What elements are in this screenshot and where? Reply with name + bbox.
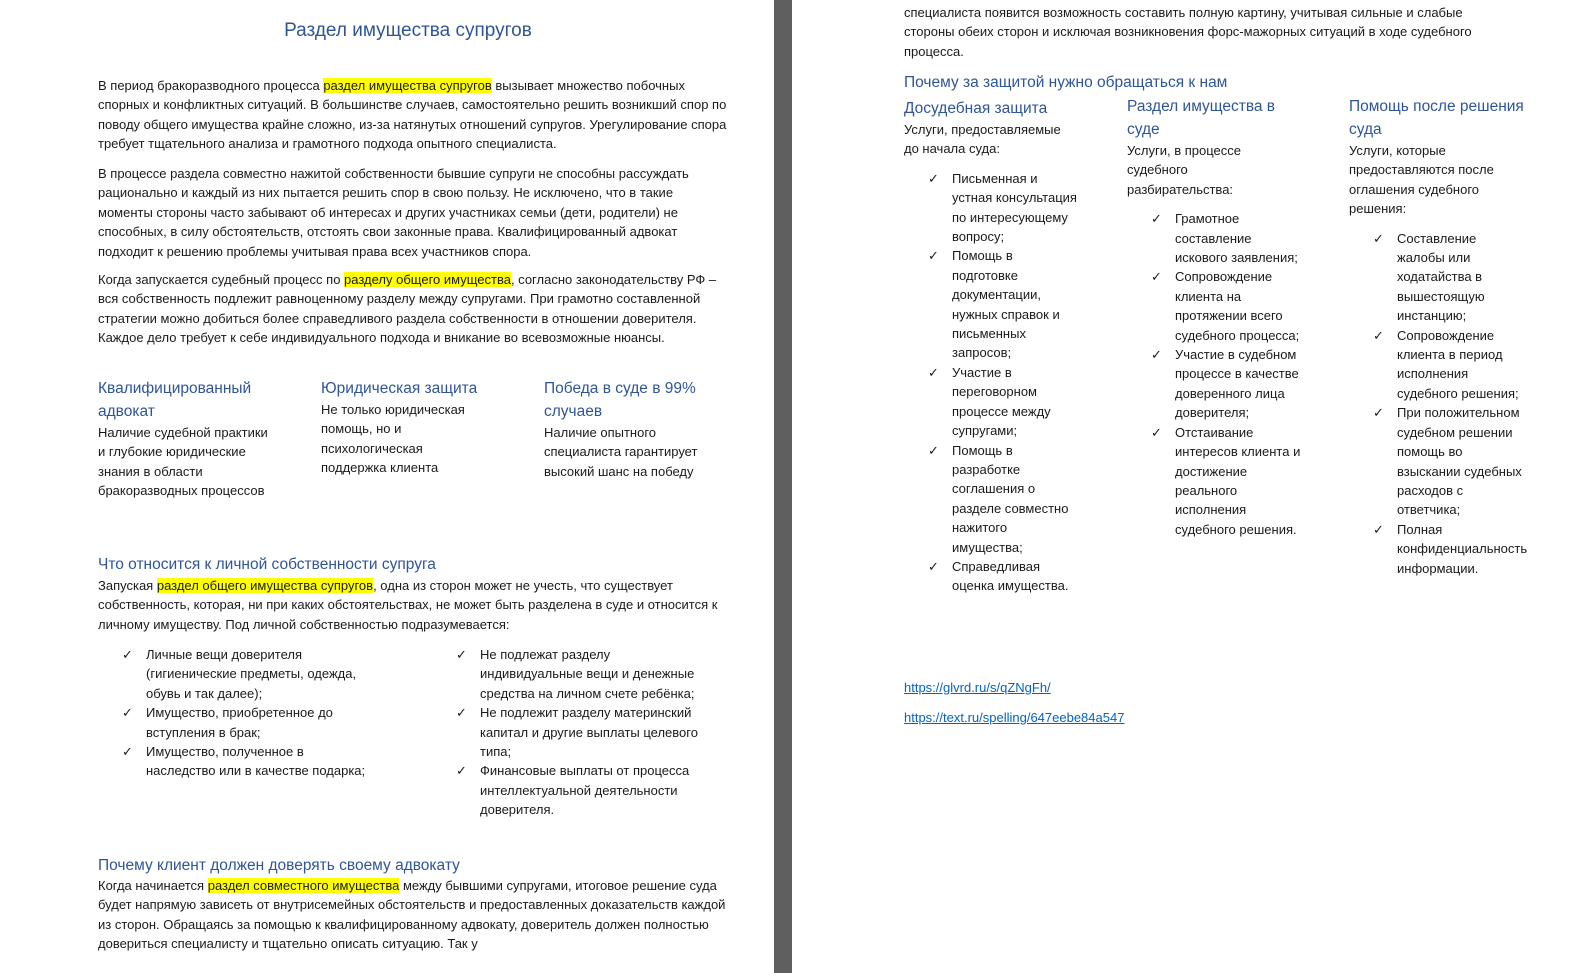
continuation-paragraph: специалиста появится возможность составить полную картину, учитывая сильные и слабые стороны обеих сторон и исключая возникновения форс-мажорных ситуаций в ходе судебного процесса. xyxy=(904,5,1472,59)
list-item: ✓ Грамотное составление искового заявления; xyxy=(1151,211,1298,266)
page-gutter xyxy=(774,0,792,973)
list-item: ✓ Личные вещи доверителя (гигиенические предметы, одежда, обувь и так далее); xyxy=(122,647,357,701)
checkmark-icon: ✓ xyxy=(122,647,133,662)
checkmark-icon: ✓ xyxy=(1151,211,1162,227)
highlighted-phrase: разделу общего имущества xyxy=(344,272,511,287)
list-item: ✓ Справедливая оценка имущества. xyxy=(928,558,1069,594)
section-heading-trust: Почему клиент должен доверять своему адвокату xyxy=(98,857,460,874)
document-title: Раздел имущества супругов xyxy=(284,20,532,41)
checkmark-icon: ✓ xyxy=(1151,424,1162,440)
list-item: ✓ Полная конфиденциальность информации. xyxy=(1373,521,1528,576)
feature-heading: Квалифицированный адвокат xyxy=(98,380,252,420)
document-page-left xyxy=(0,0,774,973)
highlighted-phrase: раздел общего имущества супругов xyxy=(156,578,374,593)
checkmark-icon: ✓ xyxy=(122,744,133,760)
column-heading: Помощь после решения суда xyxy=(1349,98,1524,138)
feature-text: Не только юридическая помощь, но и психологическая поддержка клиента xyxy=(321,402,465,476)
trust-paragraph: Когда начинается раздел совместного имущества между бывшими супругами, итоговое решение суда будет напрямую зависеть от внутрисемейных обстоятельств и предоставленных доказательств каждой из сторон. Обращаясь за помощью к квалифицированному адвокату, доверитель должен полностью довериться специалисту и тщательно описать ситуацию. Так у xyxy=(98,878,726,952)
column-after-court xyxy=(1349,95,1534,578)
checkmark-icon: ✓ xyxy=(1151,347,1162,363)
link-text-ru[interactable]: https://text.ru/spelling/647eebe84a547 xyxy=(904,710,1125,725)
list-item: ✓ Имущество, приобретенное до вступления в брак; xyxy=(122,705,333,740)
checkmark-icon: ✓ xyxy=(1373,405,1384,421)
feature-heading: Юридическая защита xyxy=(321,380,478,397)
checkmark-icon: ✓ xyxy=(122,705,133,721)
personal-property-list-left xyxy=(122,645,372,781)
feature-legal-protection xyxy=(321,377,491,478)
column-intro: Услуги, которые предоставляются после оглашения судебного решения: xyxy=(1349,143,1494,217)
column-list xyxy=(1373,229,1527,578)
feature-qualified-lawyer xyxy=(98,377,268,501)
list-item: ✓ Не подлежит разделу материнский капитал и другие выплаты целевого типа; xyxy=(456,705,698,760)
list-item: ✓ Помощь в разработке соглашения о разделе совместно нажитого имущества; xyxy=(928,442,1069,555)
list-item: ✓ Имущество, полученное в наследство или в качестве подарка; xyxy=(122,744,366,779)
list-item: ✓ Письменная и устная консультация по интересующему вопросу; xyxy=(928,170,1077,245)
column-intro: Услуги, в процессе судебного разбирательства: xyxy=(1127,143,1241,197)
paragraph-two: В процессе раздела совместно нажитой собственности бывшие супруги не способны рассуждать рационально и каждый из них пытается решить спор в свою пользу. Не исключено, что в такие моменты стороны часто забывают об интересах и других участниках семьи (дети, родители) не способных, в силу обстоятельств, отстоять свои законные права. Квалифицированный адвокат подходит к решению проблемы учитывая права всех участников спора. xyxy=(98,166,689,259)
checkmark-icon: ✓ xyxy=(1373,230,1384,246)
column-intro: Услуги, предоставляемые до начала суда: xyxy=(904,122,1061,157)
checkmark-icon: ✓ xyxy=(456,647,467,662)
checkmark-icon: ✓ xyxy=(928,248,939,264)
list-item: ✓ Не подлежат разделу индивидуальные вещи и денежные средства на личном счете ребёнка; xyxy=(456,647,695,701)
feature-text: Наличие опытного специалиста гарантирует высокий шанс на победу xyxy=(544,425,698,479)
column-pretrial xyxy=(904,97,1079,596)
column-heading: Досудебная защита xyxy=(904,100,1048,117)
feature-win-rate xyxy=(544,377,714,481)
list-item: ✓ Участие в судебном процессе в качестве доверенного лица доверителя; xyxy=(1151,347,1299,421)
list-item: ✓ Составление жалобы или ходатайства в вышестоящую инстанцию; xyxy=(1373,230,1485,324)
list-item: ✓ Финансовые выплаты от процесса интеллектуальной деятельности доверителя. xyxy=(456,763,690,818)
checkmark-icon: ✓ xyxy=(456,705,467,721)
list-item: ✓ Отстаивание интересов клиента и достижение реального исполнения судебного решения. xyxy=(1151,424,1301,537)
column-list xyxy=(1151,209,1307,539)
highlighted-phrase: раздел совместного имущества xyxy=(207,878,400,893)
intro-paragraph: В период бракоразводного процесса раздел имущества супругов вызывает множество побочных спорных и конфликтных ситуаций. В большинстве случаев, самостоятельно решить возникший спор по поводу общего имущества крайне сложно, из-за натянутых отношений супругов. Урегулирование спора требует тщательного анализа и грамотного подхода опытного специалиста. xyxy=(98,78,727,152)
list-item: ✓ Сопровождение клиента в период исполнения судебного решения; xyxy=(1373,327,1519,401)
paragraph-three: Когда запускается судебный процесс по разделу общего имущества, согласно законодательству РФ – вся собственность подлежит равноценному разделу между супругами. При грамотно составленной стратегии можно добиться более справедливого раздела собственности в отношении доверителя. Каждое дело требует к себе индивидуального подхода и вникание во всевозможные нюансы. xyxy=(98,272,717,346)
list-item: ✓ Участие в переговорном процессе между супругами; xyxy=(928,364,1051,439)
column-court xyxy=(1127,95,1307,539)
checkmark-icon: ✓ xyxy=(1151,269,1162,285)
checkmark-icon: ✓ xyxy=(928,442,939,458)
personal-property-paragraph: Запуская раздел общего имущества супругов, одна из сторон может не учесть, что существует собственность, которая, ни при каких обстоятельствах, не может быть разделена в суде и относится к личному имуществу. Под личной собственностью подразумевается: xyxy=(98,578,718,632)
list-item: ✓ Сопровождение клиента на протяжении всего судебного процесса; xyxy=(1151,269,1300,343)
checkmark-icon: ✓ xyxy=(928,170,939,186)
section-heading-why-us: Почему за защитой нужно обращаться к нам xyxy=(904,74,1228,91)
personal-property-list-right xyxy=(456,645,711,820)
checkmark-icon: ✓ xyxy=(928,558,939,574)
highlighted-phrase: раздел имущества супругов xyxy=(323,78,492,93)
link-glvrd[interactable]: https://glvrd.ru/s/qZNgFh/ xyxy=(904,680,1051,695)
checkmark-icon: ✓ xyxy=(1373,521,1384,537)
document-page-right xyxy=(792,0,1577,973)
checkmark-icon: ✓ xyxy=(928,364,939,380)
feature-text: Наличие судебной практики и глубокие юридические знания в области бракоразводных процессов xyxy=(98,425,268,499)
list-item: ✓ При положительном судебном решении помощь во взыскании судебных расходов с ответчика; xyxy=(1373,405,1522,518)
checkmark-icon: ✓ xyxy=(456,763,467,779)
list-item: ✓ Помощь в подготовке документации, нужных справок и письменных запросов; xyxy=(928,248,1060,361)
column-heading: Раздел имущества в суде xyxy=(1127,98,1276,138)
column-list xyxy=(928,169,1078,596)
feature-heading: Победа в суде в 99% случаев xyxy=(544,380,696,420)
checkmark-icon: ✓ xyxy=(1373,327,1384,343)
section-heading-personal-property: Что относится к личной собственности супруга xyxy=(98,556,436,573)
